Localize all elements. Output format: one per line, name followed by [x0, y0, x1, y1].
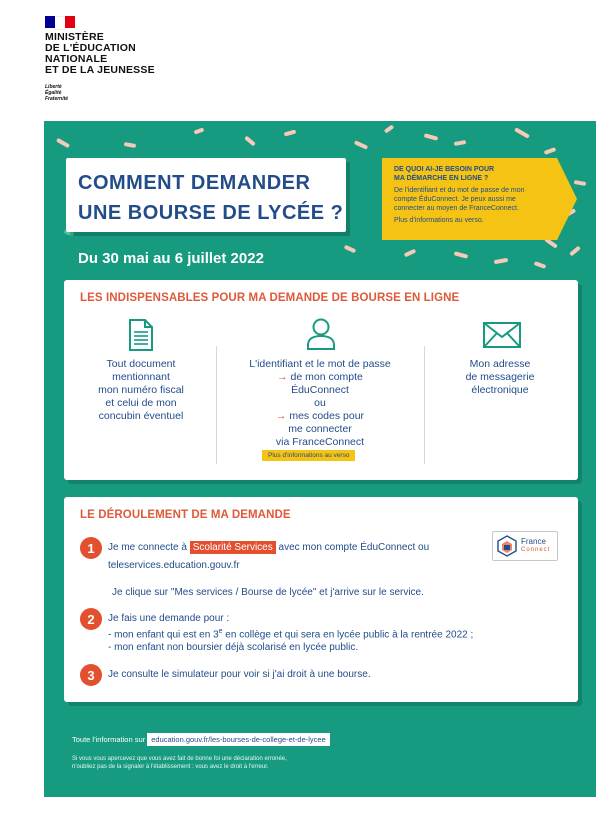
step-1-text: Je me connecte à Scolarité Services avec mon compte ÉduConnect ou: [108, 542, 430, 553]
email-requirement: Mon adresse de messagerie électronique: [465, 358, 535, 396]
step-3-text: Je consulte le simulateur pour voir si j'ai droit à une bourse.: [108, 669, 371, 680]
decorative-dash: [284, 130, 297, 137]
franceconnect-logo[interactable]: [492, 531, 558, 561]
poster-title: COMMENT DEMANDER UNE BOURSE DE LYCÉE ?: [78, 172, 344, 224]
essentials-title: LES INDISPENSABLES POUR MA DEMANDE DE BOURSE EN LIGNE: [80, 292, 460, 304]
decorative-dash: [534, 261, 547, 269]
decorative-dash: [194, 127, 205, 134]
step-2-text: Je fais une demande pour : - mon enfant qui est en 3e en collège et qui sera en lycée public à la rentrée 2022 ; - mon enfant non boursier déjà scolarisé en lycée public.: [108, 613, 474, 654]
column-divider: [424, 346, 425, 464]
decorative-dash: [424, 133, 439, 140]
decorative-dash: [384, 124, 394, 133]
step-number-2: 2: [80, 608, 102, 630]
requirements-note-text: DE QUOI AI-JE BESOIN POUR MA DÉMARCHE EN LIGNE ? De l'identifiant et du mot de passe de mon compte ÉduConnect. Je peux aussi me connecter au moyen de FranceConnect. Plus d'informations au verso.: [394, 166, 525, 224]
info-footer: Toute l'information sur education.gouv.fr/les-bourses-de-college-et-de-lycee: [72, 735, 330, 744]
envelope-icon: [483, 322, 521, 348]
credentials-requirement: L'identifiant et le mot de passe → de mon compte ÉduConnect ou → mes codes pour me connecter via FranceConnect: [249, 358, 391, 448]
step-number-3: 3: [80, 664, 102, 686]
error-right-notice: Si vous vous apercevez que vous avez fait de bonne foi une déclaration erronée, n'oubliez pas de la signaler à l'établissement : vous avez le droit à l'erreur.: [72, 756, 287, 770]
document-icon: [128, 319, 154, 351]
decorative-dash: [344, 245, 357, 254]
decorative-dash: [404, 249, 417, 258]
teleservices-url[interactable]: teleservices.education.gouv.fr: [108, 560, 240, 571]
franceconnect-icon: [496, 535, 518, 557]
more-info-pill: Plus d'informations au verso: [262, 450, 355, 461]
decorative-dash: [56, 138, 70, 148]
decorative-dash: [244, 136, 256, 147]
decorative-dash: [454, 140, 467, 146]
republic-motto: Liberté Égalité Fraternité: [45, 84, 69, 102]
education-url-link[interactable]: education.gouv.fr/les-bourses-de-college-et-de-lycee: [147, 733, 330, 746]
franceconnect-label: France Connect: [521, 537, 551, 553]
decorative-dash: [124, 142, 137, 148]
decorative-dash: [454, 251, 469, 258]
decorative-dash: [494, 258, 508, 264]
user-icon: [306, 318, 336, 350]
scolarite-services-link[interactable]: Scolarité Services: [190, 541, 276, 554]
ministry-name: MINISTÈRE DE L'ÉDUCATION NATIONALE ET DE LA JEUNESSE: [45, 31, 155, 76]
decorative-dash: [569, 246, 581, 257]
column-divider: [216, 346, 217, 464]
arrow-right-icon: →: [277, 371, 288, 383]
campaign-dates: Du 30 mai au 6 juillet 2022: [78, 250, 264, 267]
fiscal-document-requirement: Tout document mentionnant mon numéro fiscal et celui de mon concubin éventuel: [98, 358, 184, 422]
process-title: LE DÉROULEMENT DE MA DEMANDE: [80, 509, 291, 521]
decorative-dash: [544, 147, 557, 155]
arrow-right-icon: →: [275, 410, 287, 422]
step-1-instruction: Je clique sur "Mes services / Bourse de lycée" et j'arrive sur le service.: [112, 587, 424, 598]
step-number-1: 1: [80, 537, 102, 559]
decorative-dash: [354, 140, 368, 150]
republic-flag-logo: [45, 16, 75, 28]
decorative-dash: [514, 127, 530, 138]
